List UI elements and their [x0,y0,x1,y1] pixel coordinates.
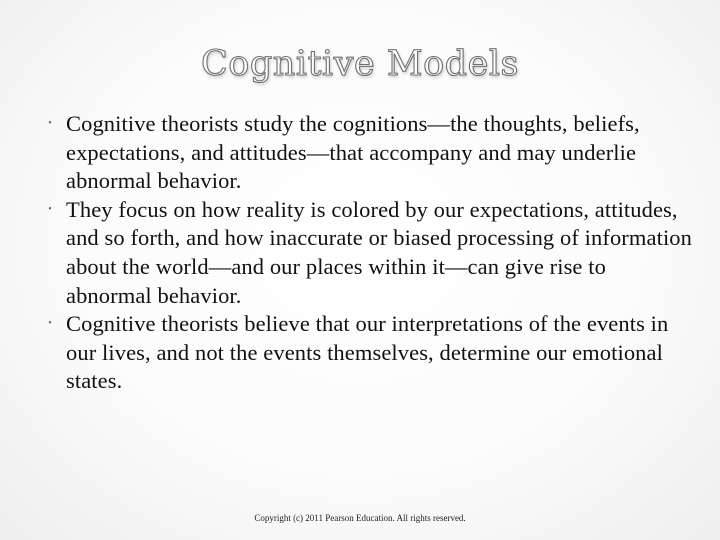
bullet-icon: • [48,318,52,330]
bullet-item [42,310,692,396]
bullet-text: Cognitive theorists study the cognitions—the thoughts, beliefs, expectations, and attitudes—that accompany and may underlie abnormal behavior. [66,111,640,194]
copyright-footer: Copyright (c) 2011 Pearson Education. All rights reserved. [254,513,466,523]
bullet-item [42,110,692,196]
bullet-text: Cognitive theorists believe that our interpretations of the events in our lives, and not the events themselves, determine our emotional states. [66,311,669,394]
bullet-icon: • [48,203,52,215]
bullet-text: They focus on how reality is colored by our expectations, attitudes, and so forth, and how inaccurate or biased processing of information about the world—and our places within it—can give rise to abnormal behavior. [66,196,692,308]
bullet-item [42,196,692,310]
slide-title: Cognitive Models [200,44,520,84]
bullet-list [42,110,692,396]
bullet-icon: • [48,118,52,129]
